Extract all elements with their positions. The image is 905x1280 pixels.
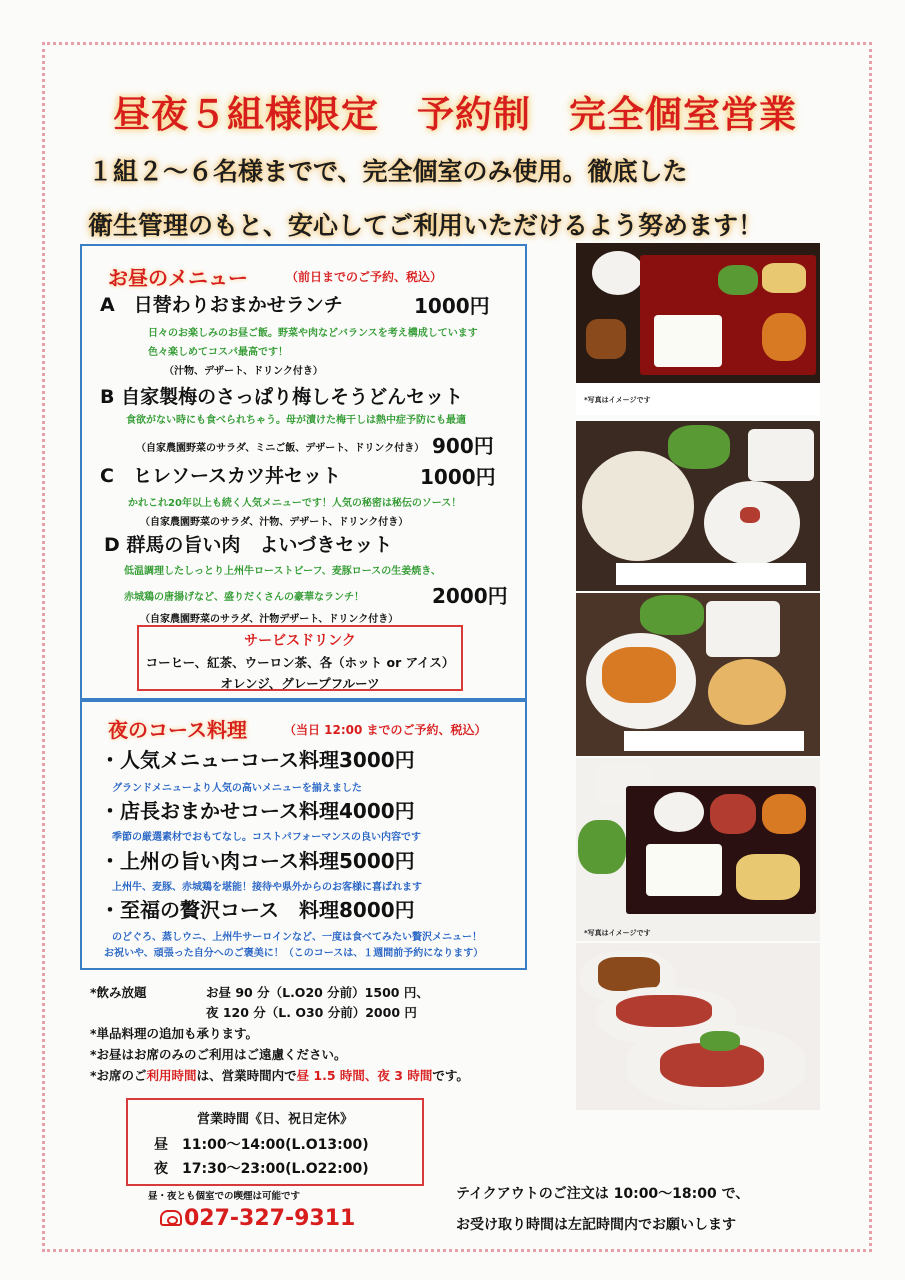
lunch-incl-d: （自家農園野菜のサラダ、汁物デザート、ドリンク付き） — [140, 614, 399, 625]
lunch-price-b: 900円 — [432, 434, 494, 458]
smoking-note: 昼・夜とも個室での喫煙は可能です — [148, 1191, 301, 1202]
photo-lunch-a — [576, 243, 820, 415]
business-hours-box — [126, 1098, 424, 1186]
dinner-note: （当日 12:00 までのご予約、税込） — [284, 723, 487, 737]
udon-bowl — [582, 451, 694, 561]
dessert-plate — [748, 429, 814, 481]
grilled-chicken — [736, 854, 800, 900]
napkin — [624, 731, 804, 751]
lunch-item-a: A 日替わりおまかせランチ — [100, 294, 343, 316]
note-usage-time — [90, 1066, 469, 1084]
lunch-incl-c: （自家農園野菜のサラダ、汁物、デザート、ドリンク付き） — [140, 517, 409, 528]
coffee-cup — [592, 251, 644, 295]
subheadline-1: １組２～６名様までで、完全個室のみ使用。徹底した — [88, 157, 688, 186]
photo-meat-course — [576, 943, 820, 1110]
dinner-course-3-desc: 上州牛、麦豚、赤城鶏を堪能！接待や県外からのお客様に喜ばれます — [112, 882, 422, 893]
photo-lunch-b — [576, 421, 820, 591]
lunch-incl-b: （自家農園野菜のサラダ、ミニご飯、デザート、ドリンク付き） — [136, 443, 425, 454]
all-you-can-drink-label: *飲み放題 — [90, 985, 147, 1000]
note-extra-dishes: *単品料理の追加も承ります。 — [90, 1026, 259, 1041]
small-bowl — [654, 792, 704, 832]
service-drink-title: サービスドリンク — [244, 633, 356, 649]
lunch-price-d: 2000円 — [432, 584, 508, 608]
dinner-title: 夜のコース料理 — [108, 718, 247, 742]
side-dish — [762, 313, 806, 361]
rice-bowl — [704, 481, 800, 565]
lunch-item-b: B 自家製梅のさっぱり梅しそうどんセット — [100, 386, 464, 408]
dinner-course-4-desc-2: お祝いや、頑張った自分へのご褒美に！（このコースは、１週間前予約になります） — [104, 948, 484, 959]
service-drink-box — [137, 625, 463, 691]
dessert-plate — [706, 601, 780, 657]
dessert — [586, 319, 626, 359]
dinner-course-4-desc-1: のどぐろ、蒸しウニ、上州牛サーロインなど、一度は食べてみたい贅沢メニュー！ — [112, 932, 482, 943]
salad — [668, 425, 730, 469]
telephone-icon — [160, 1210, 182, 1226]
phone-number-text: 027-327-9311 — [184, 1206, 356, 1231]
fried-food — [762, 263, 806, 293]
lunch-price-a: 1000円 — [414, 294, 490, 318]
lunch-desc-b-1: 食欲がない時にも食べられちゃう。母が漬けた梅干しは熱中症予防にも最適 — [126, 415, 466, 426]
roast-meat — [598, 957, 660, 991]
dinner-course-1: ・人気メニューコース料理3000円 — [100, 748, 415, 772]
lunch-desc-a-2: 色々楽しめてコスパ最高です！ — [148, 347, 288, 358]
usage-time-limits: 昼 1.5 時間、夜 3 時間 — [296, 1068, 433, 1083]
beef-slices — [616, 995, 712, 1027]
business-hours-night: 夜 17:30～23:00(L.O22:00) — [154, 1161, 369, 1177]
dinner-course-3: ・上州の旨い肉コース料理5000円 — [100, 849, 415, 873]
soup-bowl — [708, 659, 786, 725]
salad — [640, 595, 704, 635]
salad — [578, 820, 626, 874]
rice — [654, 315, 722, 367]
lunch-title: お昼のメニュー — [108, 266, 248, 290]
lunch-price-c: 1000円 — [420, 465, 496, 489]
service-drink-line-1: コーヒー、紅茶、ウーロン茶、各（ホット or アイス） — [145, 655, 455, 670]
takeout-note-2: お受け取り時間は左記時間内でお願いします — [456, 1217, 736, 1233]
dinner-course-1-desc: グランドメニューより人気の高いメニューを揃えました — [112, 783, 362, 794]
lunch-desc-d-1: 低温調理したしっとり上州牛ローストビーフ、麦豚ロースの生姜焼き、 — [124, 566, 441, 577]
usage-time-label: 利用時間 — [146, 1068, 197, 1083]
lunch-desc-d-2: 赤城鶏の唐揚げなど、盛りだくさんの豪華なランチ！ — [124, 592, 364, 603]
sashimi — [710, 794, 756, 834]
note-seat-only: *お昼はお席のみのご利用はご遠慮ください。 — [90, 1047, 347, 1062]
lunch-note: （前日までのご予約、税込） — [286, 270, 443, 284]
photo-caption-4: *写真はイメージです — [584, 929, 651, 937]
dinner-course-2: ・店長おまかせコース料理4000円 — [100, 799, 415, 823]
service-drink-line-2: オレンジ、グレープフルーツ — [220, 676, 380, 691]
business-hours-day: 昼 11:00～14:00(L.O13:00) — [154, 1137, 369, 1153]
napkin — [616, 563, 806, 585]
salad — [718, 265, 758, 295]
photo-lunch-c — [576, 593, 820, 756]
photo-caption-1: *写真はイメージです — [584, 396, 651, 404]
lunch-item-d: D 群馬の旨い肉 よいづきセット — [104, 534, 393, 556]
rice — [646, 844, 722, 896]
lunch-desc-a-1: 日々のお楽しみのお昼ご飯。野菜や肉などバランスを考え構成しています — [148, 328, 478, 339]
dinner-course-2-desc: 季節の厳選素材でおもてなし。コストパフォーマンスの良い内容です — [112, 832, 421, 843]
subheadline-2: 衛生管理のもと、安心してご利用いただけるよう努めます！ — [88, 211, 764, 240]
usage-time-mid: は、営業時間内で — [196, 1068, 297, 1083]
all-you-can-drink-night: 夜 120 分（L. O30 分前）2000 円 — [206, 1005, 417, 1020]
katsu — [602, 647, 676, 703]
business-hours-title: 営業時間《日、祝日定休》 — [196, 1112, 353, 1127]
takeout-note-1: テイクアウトのご注文は 10:00～18:00 で、 — [456, 1186, 750, 1202]
usage-time-prefix: *お席のご — [90, 1068, 147, 1083]
garnish — [700, 1031, 740, 1051]
lunch-item-c: C ヒレソースカツ丼セット — [100, 465, 341, 487]
headline: 昼夜５組様限定 予約制 完全個室営業 — [113, 93, 797, 136]
phone-number[interactable] — [160, 1206, 355, 1231]
photo-dinner-bento — [576, 758, 820, 941]
umeboshi — [740, 507, 760, 523]
dinner-course-4: ・至福の贅沢コース 料理8000円 — [100, 898, 415, 922]
side-dish — [762, 794, 806, 834]
lunch-incl-a: （汁物、デザート、ドリンク付き） — [164, 366, 323, 377]
lunch-desc-c-1: かれこれ20年以上も続く人気メニューです！人気の秘密は秘伝のソース！ — [128, 498, 462, 509]
usage-time-suffix: です。 — [432, 1068, 469, 1083]
all-you-can-drink-lunch: お昼 90 分（L.O20 分前）1500 円、 — [206, 985, 429, 1000]
